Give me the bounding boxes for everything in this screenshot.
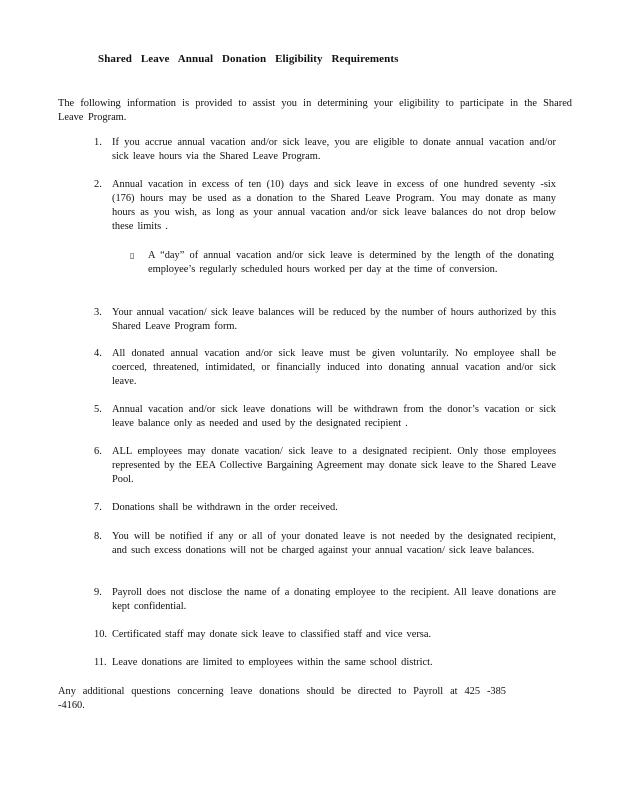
item-text: You will be notified if any or all of your donated leave is not needed by the designated recipient, and such excess donations will not be charged against your annual vacation/ sick leave balances. (112, 531, 556, 556)
item-text: Payroll does not disclose the name of a donating employee to the recipient. All leave donations are kept confidential. (112, 587, 556, 612)
square-bullet-icon: ▯ (130, 251, 135, 260)
item-number: 7. (94, 502, 102, 513)
document-title: Shared Leave Annual Donation Eligibility Requirements (98, 53, 399, 65)
item-number: 8. (94, 531, 102, 542)
item-number: 6. (94, 446, 102, 457)
list-item (94, 306, 556, 334)
item-number: 1. (94, 137, 102, 148)
list-item (94, 656, 556, 670)
list-item (94, 347, 556, 389)
item-text: Certificated staff may donate sick leave to classified staff and vice versa. (112, 629, 432, 640)
list-item (94, 530, 556, 558)
list-item (94, 586, 556, 614)
item-text: All donated annual vacation and/or sick leave must be given voluntarily. No employee shall be coerced, threatened, intimidated, or financially induced into donating annual vacation and/or sick leave. (112, 348, 556, 387)
item-number: 11. (94, 657, 107, 668)
item-text: Annual vacation and/or sick leave donations will be withdrawn from the donor’s vacation or sick leave balance only as needed and used by the designated recipient . (112, 404, 556, 429)
item-number: 10. (94, 629, 107, 640)
sub-bullet-item (130, 249, 554, 277)
item-text: Leave donations are limited to employees within the same school district. (112, 657, 433, 668)
item-number: 2. (94, 179, 102, 190)
item-text: Donations shall be withdrawn in the order received. (112, 502, 338, 513)
item-number: 3. (94, 307, 102, 318)
item-number: 9. (94, 587, 102, 598)
item-number: 4. (94, 348, 102, 359)
sub-bullet-text: A “day” of annual vacation and/or sick leave is determined by the length of the donating employee’s regularly scheduled hours worked per day at the time of conversion. (148, 250, 554, 275)
list-item (94, 628, 556, 642)
list-item (94, 178, 556, 234)
list-item (94, 501, 556, 515)
item-text: If you accrue annual vacation and/or sick leave, you are eligible to donate annual vacation and/or sick leave hours via the Shared Leave Program. (112, 137, 556, 162)
item-text: Your annual vacation/ sick leave balances will be reduced by the number of hours authorized by this Shared Leave Program form. (112, 307, 556, 332)
list-item (94, 445, 556, 487)
item-text: Annual vacation in excess of ten (10) days and sick leave in excess of one hundred seventy -six (176) hours may be used as a donation to the Shared Leave Program. You may donate as many hours as you wish, as long as your annual vacation and/or sick leave balances do not drop below these limits . (112, 179, 556, 232)
closing-paragraph: Any additional questions concerning leave donations should be directed to Payroll at 425 -385 -4160. (58, 686, 506, 711)
list-item (94, 403, 556, 431)
intro-paragraph: The following information is provided to assist you in determining your eligibility to participate in the Shared Leave Program. (58, 98, 572, 123)
item-number: 5. (94, 404, 102, 415)
list-item (94, 136, 556, 164)
item-text: ALL employees may donate vacation/ sick leave to a designated recipient. Only those employees represented by the EEA Collective Bargaining Agreement may donate sick leave to the Shared Leave Pool. (112, 446, 556, 485)
